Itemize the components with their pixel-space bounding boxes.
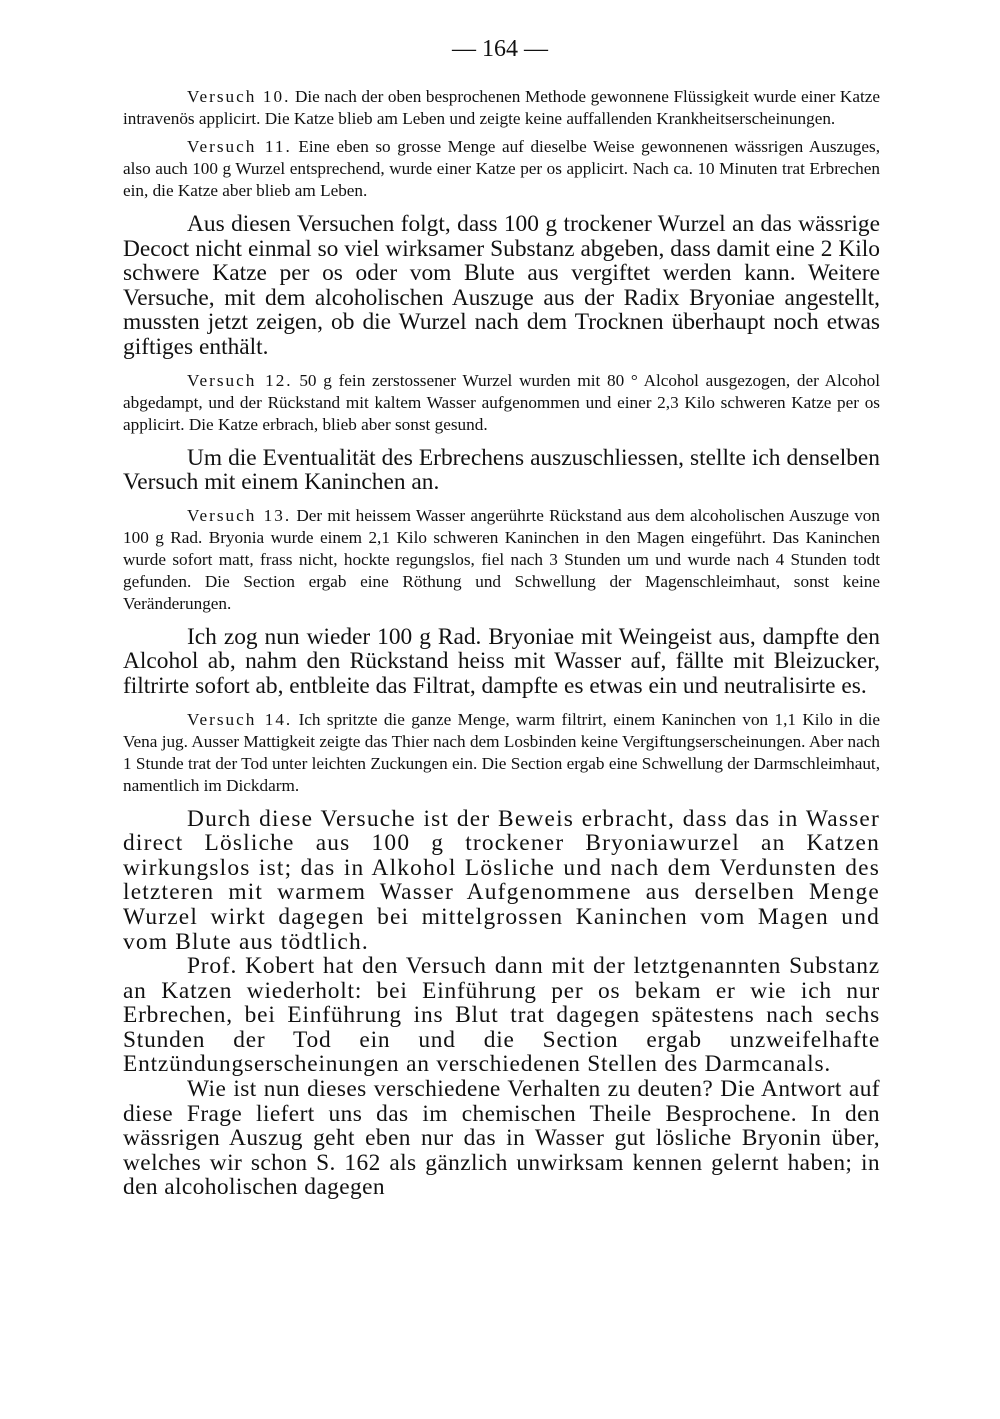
experiment-label: Versuch 13. — [187, 505, 292, 525]
paragraph-kobert — [123, 954, 880, 1077]
experiment-label: Versuch 11. — [187, 137, 292, 156]
paragraph-versuch-14 — [123, 709, 880, 797]
paragraph-text: 50 g fein zerstossener Wurzel wurden mit 80 ° Alcohol ausgezogen, der Alcohol abgedampt, und der Rückstand mit kaltem Wasser aufgenommen und einer 2,3 Kilo schweren Katze per os applicirt. Die Katze erbrach, blieb aber sonst gesund. — [123, 370, 880, 434]
paragraph-erbrechen — [123, 446, 880, 495]
paragraph-text: Ich spritzte die ganze Menge, warm filtrirt, einem Kaninchen von 1,1 Kilo in die Vena jug. Ausser Mattigkeit zeigte das Thier nach dem Losbinden keine Vergiftungserscheinungen. Aber nach 1 Stunde trat der Tod unter leichten Zuckungen ein. Die Section ergab eine Schwellung der Darmschleimhaut, namentlich im Dickdarm. — [123, 709, 880, 795]
paragraph-text: Prof. Kobert hat den Versuch dann mit der letztgenannten Substanz an Katzen wiederholt: bei Einführung per os bekam er wie ich nur Erbrechen, bei Einführung ins Blut trat dagegen spätestens nach sechs Stunden der Tod ein und die Section ergab unzweifelhafte Entzündungserscheinungen an verschiedenen Stellen des Darmcanals. — [123, 953, 880, 1078]
paragraph-text: Die nach der oben besprochenen Methode gewonnene Flüssigkeit wurde einer Katze intravenös applicirt. Die Katze blieb am Leben und zeigte keine auffallenden Krankheitserscheinungen. — [123, 87, 880, 128]
paragraph-conclusion-1 — [123, 212, 880, 360]
experiment-label: Versuch 12. — [187, 370, 293, 390]
page-body — [123, 86, 880, 1200]
paragraph-text: Wie ist nun dieses verschiedene Verhalten zu deuten? Die Antwort auf diese Frage liefert uns das im chemischen Theile Besprochene. In den wässrigen Auszug geht eben nur das in Wasser gut lösliche Bryonin über, welches wir schon S. 162 als gänzlich unwirksam kennen gelernt haben; in den alcoholischen dagegen — [123, 1076, 880, 1201]
paragraph-text: Durch diese Versuche ist der Beweis erbracht, dass das in Wasser direct Lösliche aus 100 g trockener Bryoniawurzel an Katzen wirkungslos ist; das in Alkohol Lösliche und nach dem Verdunsten des letzteren mit warmem Wasser Aufgenommene aus derselben Menge Wurzel wirkt dagegen bei mittelgrossen Kaninchen vom Magen und vom Blute aus tödtlich. — [123, 805, 880, 955]
paragraph-text: Ich zog nun wieder 100 g Rad. Bryoniae mit Weingeist aus, dampfte den Alcohol ab, nahm den Rückstand heiss mit Wasser auf, fällte mit Bleizucker, filtrirte sofort ab, entbleite das Filtrat, dampfte es etwas ein und neutralisirte es. — [123, 623, 880, 699]
paragraph-versuch-10 — [123, 86, 880, 130]
paragraph-beweis — [123, 807, 880, 955]
paragraph-deutung — [123, 1077, 880, 1200]
experiment-label: Versuch 10. — [187, 87, 291, 106]
paragraph-text: Der mit heissem Wasser angerührte Rückstand aus dem alcoholischen Auszuge von 100 g Rad. Bryonia wurde einem 2,1 Kilo schweren Kaninchen in den Magen eingeführt. Das Kaninchen wurde sofort matt, frass nicht, hockte regungslos, fiel nach 3 Stunden um und wurde nach 4 Stunden todt gefunden. Die Section ergab eine Röthung und Schwellung der Magenschleimhaut, sonst keine Veränderungen. — [123, 505, 880, 613]
paragraph-text: Aus diesen Versuchen folgt, dass 100 g trockener Wurzel an das wässrige Decoct nicht einmal so viel wirksamer Substanz abgeben, dass damit eine 2 Kilo schwere Katze per os oder vom Blute aus vergiftet werden kann. Weitere Versuche, mit dem alcoholischen Auszuge aus der Radix Bryoniae angestellt, mussten jetzt zeigen, ob die Wurzel nach dem Trocknen überhaupt noch etwas giftiges enthält. — [123, 211, 880, 360]
experiment-label: Versuch 14. — [187, 709, 293, 729]
paragraph-text: Um die Eventualität des Erbrechens auszuschliessen, stellte ich denselben Versuch mit einem Kaninchen an. — [123, 444, 880, 496]
paragraph-text: Eine eben so grosse Menge auf dieselbe Weise gewonnenen wässrigen Auszuges, also auch 100 g Wurzel entsprechend, wurde einer Katze per os applicirt. Nach ca. 10 Minuten trat Erbrechen ein, die Katze aber blieb am Leben. — [123, 137, 880, 200]
paragraph-versuch-12 — [123, 370, 880, 436]
paragraph-weingeist — [123, 625, 880, 699]
paragraph-versuch-11 — [123, 136, 880, 202]
paragraph-versuch-13 — [123, 505, 880, 615]
page-number: — 164 — — [452, 36, 548, 62]
